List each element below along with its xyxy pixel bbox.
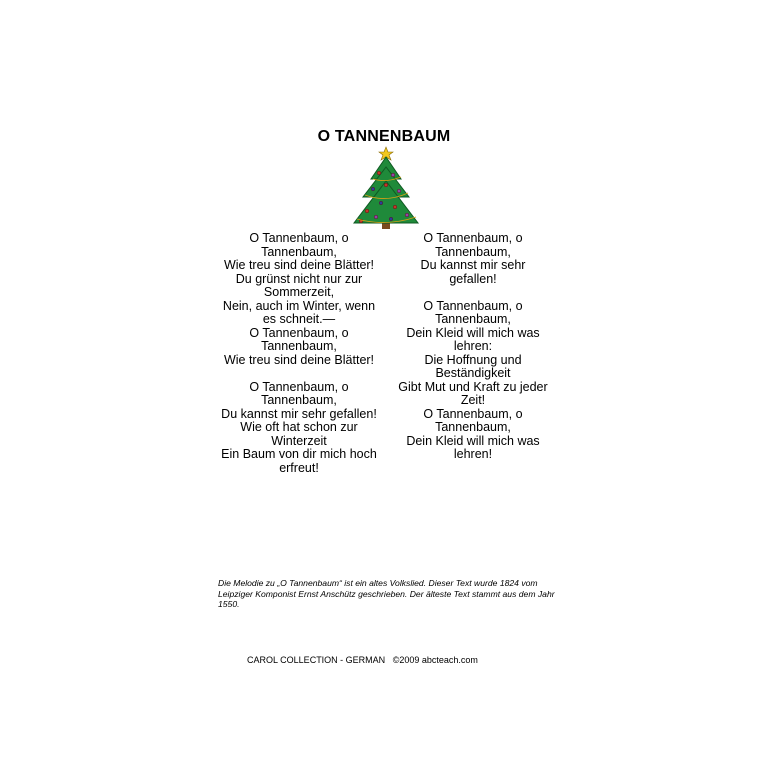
lyric-line: Tannenbaum, (261, 393, 337, 407)
lyric-line: Sommerzeit, (263, 285, 335, 299)
lyric-line: O Tannenbaum, o (423, 406, 523, 421)
lyric-line: Wie treu sind deine Blätter! (223, 258, 375, 272)
lyric-line: Tannenbaum, (261, 244, 337, 259)
copyright-label: ©2009 abcteach.com (392, 655, 478, 665)
page-footer (247, 655, 478, 665)
lyric-line: Dein Kleid will mich was (406, 325, 540, 340)
lyric-line: lehren! (453, 447, 493, 461)
lyric-line: Dein Kleid will mich was (406, 433, 540, 448)
lyric-line: Die Hoffnung und (424, 352, 522, 367)
page-title: O TANNENBAUM (317, 128, 451, 145)
lyric-line: lehren: (453, 339, 493, 353)
lyrics-left-column (214, 232, 384, 475)
collection-label: CAROL COLLECTION - GERMAN (247, 655, 386, 665)
lyric-line: Gibt Mut und Kraft zu jeder (398, 379, 548, 394)
lyric-line: Wie treu sind deine Blätter! (223, 352, 375, 367)
lyric-line: Du kannst mir sehr gefallen! (420, 258, 526, 286)
lyric-line: Tannenbaum, (261, 339, 337, 353)
stanza-2 (214, 381, 384, 476)
lyric-line: O Tannenbaum, o (249, 379, 349, 394)
lyric-line: Tannenbaum, (435, 312, 511, 326)
lyrics-right-column (396, 232, 550, 462)
stanza-3 (396, 232, 550, 286)
lyric-line: Tannenbaum, (435, 244, 511, 259)
lyric-line: Du grünst nicht nur zur (235, 271, 363, 286)
lyric-line: Nein, auch im Winter, wenn (222, 298, 376, 313)
lyric-line: Zeit! (460, 393, 486, 407)
lyric-line: erfreut! (279, 460, 319, 475)
lyric-line: Wie oft hat schon zur (240, 420, 358, 434)
lyric-line: Tannenbaum, (435, 420, 511, 434)
lyric-line: Ein Baum von dir mich hoch (221, 447, 377, 461)
lyric-line: Beständigkeit (435, 366, 511, 380)
stanza-4 (396, 300, 550, 462)
lyric-line: O Tannenbaum, o (249, 231, 349, 245)
lyric-line: Winterzeit (271, 433, 327, 448)
lyric-line: O Tannenbaum, o (249, 325, 349, 340)
lyric-line: O Tannenbaum, o (423, 231, 523, 245)
lyric-line: O Tannenbaum, o (423, 298, 523, 313)
stanza-1 (214, 232, 384, 367)
history-note: Die Melodie zu „O Tannenbaum“ ist ein altes Volkslied. Dieser Text wurde 1824 vom Leipziger Komponist Ernst Anschütz geschrieben. Der älteste Text stammt aus dem Jahr 1550. (218, 578, 555, 609)
lyric-line: es schneit.— (262, 312, 336, 326)
tree-tier-3 (354, 181, 418, 223)
lyric-line: Du kannst mir sehr gefallen! (221, 406, 377, 421)
christmas-tree-icon (351, 145, 421, 231)
